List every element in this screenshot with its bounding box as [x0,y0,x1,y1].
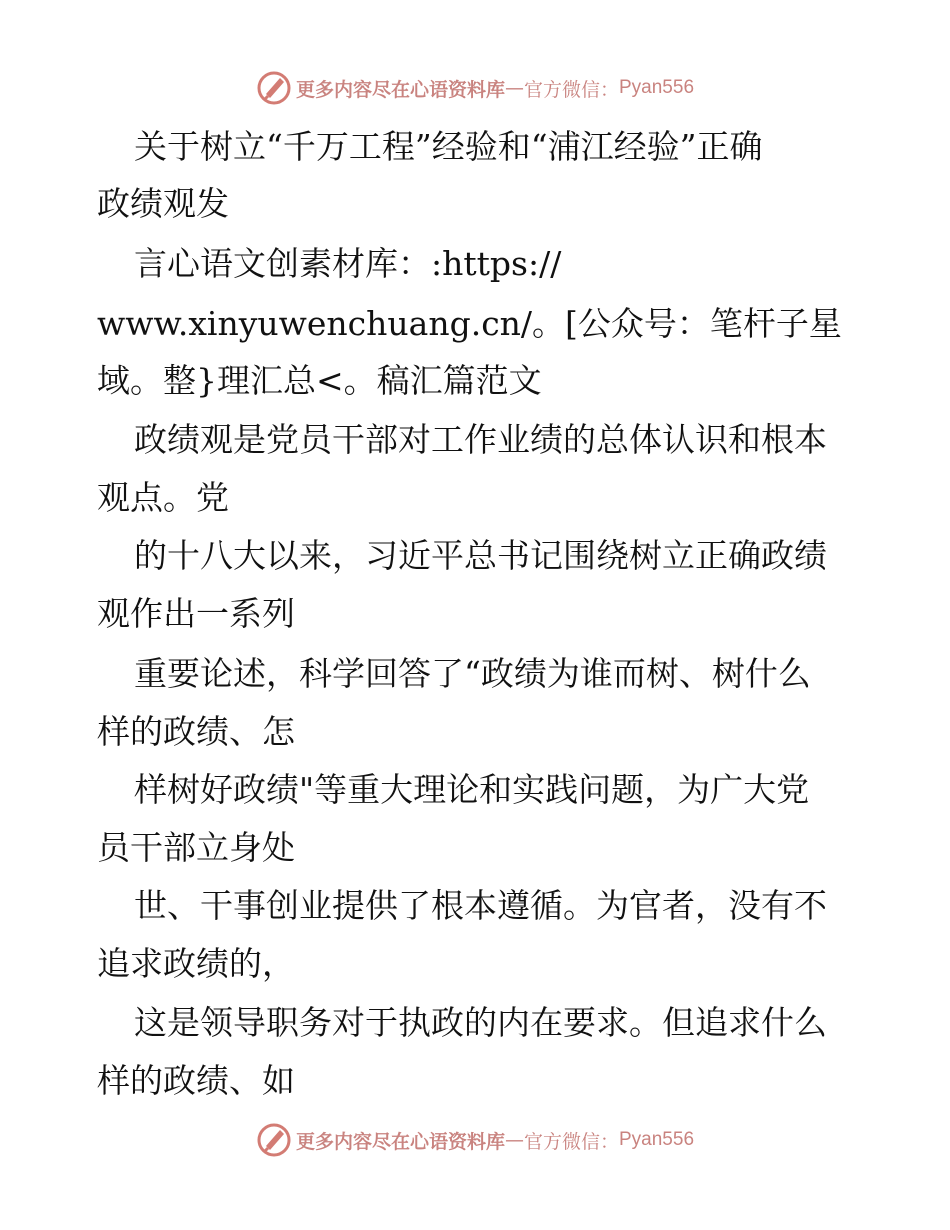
header-dash: — [504,77,524,99]
header-wechat-id: Pyan556 [619,77,695,98]
paragraph-line: 观作出一系列 [97,594,295,633]
paragraph-line: 政绩观是党员干部对工作业绩的总体认识和根本 [134,420,827,459]
footer-brand-text: 更多内容尽在心语资料库 [295,1130,505,1153]
footer-dash: — [504,1129,524,1151]
footer-official-label: 官方微信： [523,1130,619,1153]
title-line-2: 政绩观发 [97,184,229,223]
paragraph-line: 样的政绩、如 [97,1061,295,1100]
paragraph-line: 这是领导职务对于执政的内在要求。但追求什么 [134,1003,827,1042]
source-line-3: 域。整}理汇总<。稿汇篇范文 [97,361,542,400]
paragraph-line: 追求政绩的， [97,944,295,983]
source-line-2: www.xinyuwenchuang.cn/。[公众号：笔杆子星 [97,304,842,343]
paragraph-line: 样树好政绩"等重大理论和实践问题，为广大党 [134,770,810,809]
pen-logo-icon [256,70,292,106]
paragraph-line: 员干部立身处 [97,828,295,867]
paragraph-line: 重要论述，科学回答了“政绩为谁而树、树什么 [134,654,811,693]
header-brand-text: 更多内容尽在心语资料库 [295,78,505,101]
source-line-1: 言心语文创素材库：:https:// [134,244,562,283]
footer-wechat-id: Pyan556 [619,1129,695,1150]
header-banner [0,68,950,108]
pen-logo-icon [256,1122,292,1158]
paragraph-line: 样的政绩、怎 [97,712,295,751]
paragraph-line: 的十八大以来，习近平总书记围绕树立正确政绩 [134,536,827,575]
header-official-label: 官方微信： [523,78,619,101]
paragraph-line: 观点。党 [97,478,229,517]
paragraph-line: 世、干事创业提供了根本遵循。为官者，没有不 [134,886,827,925]
title-line-1: 关于树立“千万工程”经验和“浦江经验”正确 [134,127,763,166]
footer-banner [0,1120,950,1160]
